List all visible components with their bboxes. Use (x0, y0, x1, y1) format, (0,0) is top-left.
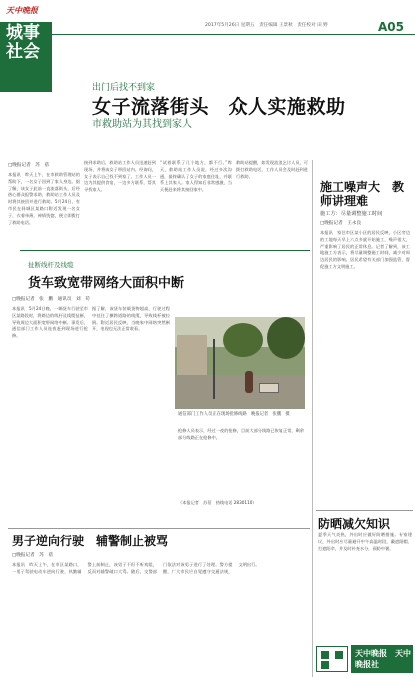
sidebar1-body: 本报讯 家住市区某小区的居民反映，小区旁边的工地每天早上六点多就开始施工，噪声很大，严重影响了居民的正常休息。记者了解到，该工地施工方表示，将尽量调整施工时间，减少对周边居民的影响。居民希望有关部门加强监管，督促施工方文明施工。 (320, 230, 410, 269)
news-photo (175, 317, 305, 409)
masthead-logo: 天中晚报 (6, 6, 38, 15)
photo-building (177, 335, 207, 375)
qr-block (321, 651, 329, 659)
page-number: A05 (378, 20, 404, 34)
footer-brand: 天中晚报 天中晚报社 (355, 649, 411, 669)
lead-col-1: 本报讯 昨天上午，在市救助管理站的帮助下，一名女子回到了家人身边。据了解，该女子此前一直流落街头，后经热心群众报警求助，救助站工作人员及时将其接回并进行救助。5月24日，有市民在驿城区某路口附近发现一名女子，衣着单薄，神情恍惚，便立即拨打了救助电话。 (8, 172, 80, 225)
qr-code-icon (316, 646, 348, 672)
story2-byline: □晚报记者 张 鹏 通讯员 刘 苟 (12, 297, 90, 302)
sidebar2-title: 防晒减欠知识 (318, 517, 391, 531)
photo-pole (213, 339, 215, 399)
story2-kicker: 扯断线杆及线缆 (28, 261, 74, 269)
header-meta: 2017年5月26日 星期五 责任编辑 王景秋 责任校对 田 野 (205, 23, 328, 28)
lead-byline: □晚报记者 苏 蓓 (8, 163, 50, 168)
story3-rule (8, 528, 310, 529)
section-title: 城事社会 (6, 23, 40, 62)
qr-block (335, 651, 343, 659)
photo-tree (267, 317, 305, 359)
sidebar1-deck: 施工方：尽量调整施工时间 (320, 211, 383, 217)
header-rule (52, 34, 415, 35)
photo-person (245, 371, 253, 393)
column-rule (312, 160, 313, 677)
sidebar1-byline: □晚报记者 王永良 (320, 221, 362, 226)
photo-tree (223, 323, 263, 357)
sidebar2-body: 夏季天气炎热，外出时应做好防晒措施。专家建议，外出时应尽量避开中午高温时段，戴遮阳帽、打遮阳伞，并及时补充水分，预防中暑。 (318, 532, 412, 551)
photo-cart (259, 383, 279, 393)
sidebar2-rule (316, 510, 413, 511)
story3-headline: 男子逆向行驶 辅警制止被骂 (12, 534, 169, 548)
story2-tail: （本报记者 苏蓓 热线电话 2830110） (178, 500, 257, 505)
photo-caption: 通信部门工作人员正在现场抢修线路 晚报记者 张鹏 摄 (178, 412, 290, 417)
story2-col-1: 本报讯 5月24日晚，一辆货车行驶至市区某路段时，将路边的线杆及线缆扯断，导致周边大面积宽带网络中断。事发后，通信部门工作人员连夜赶到现场进行抢修。 (12, 306, 88, 339)
story3-body: 本报讯 昨天上午，在市区某路口，一男子驾驶电动车逆向行驶，执勤辅警上前制止，该男子不但不听劝阻，反而对辅警破口大骂。随后，交警部门依法对该男子进行了处理。警方提醒，广大市民应自觉遵守交通法规，文明出行。 (12, 562, 260, 574)
photo-road (175, 375, 305, 409)
story2-col-2: 据了解，该货车装载货物超高，行驶过程中挂住了横跨道路的线缆，导致线杆被拉倒。附近居民反映，当晚家中网络突然断开，电视也无法正常收看。 (92, 306, 170, 332)
lead-col-2: 接到求助后，救助站工作人员迅速赶到现场，并将该女子带回站内。经询问，女子表示自己找不到家了。工作人员一边为其提供食宿，一边多方联系，帮其寻找家人。 (84, 160, 156, 193)
story2-col-3: 抢修人员表示，经过一夜的抢修，目前大部分线路已恢复正常，剩余部分线路正在抢修中。 (178, 428, 304, 440)
lead-col-4: 救助站提醒，如发现流浪乞讨人员，可拨打救助电话，工作人员会及时赶到进行救助。 (236, 160, 308, 179)
lead-headline: 女子流落街头 众人实施救助 (92, 96, 346, 118)
story2-rule (20, 250, 310, 251)
qr-block (321, 661, 329, 669)
story3-byline: □晚报记者 苏 蓓 (12, 553, 54, 558)
story2-headline: 货车致宽带网络大面积中断 (28, 276, 185, 291)
sidebar1-title: 施工噪声大 教师讲理难 (320, 180, 405, 208)
lead-kicker: 出门后找不到家 (92, 83, 156, 93)
lead-deck: 市救助站为其找到家人 (92, 119, 192, 130)
lead-col-3: “试着联系了几个地方，都不行。”昨天，救助站工作人员说，经过多次沟通，最终确认了女子的家庭住址，并联系上其家人。家人得知后非常感激，当天便赶来将其接回家中。 (160, 160, 232, 193)
